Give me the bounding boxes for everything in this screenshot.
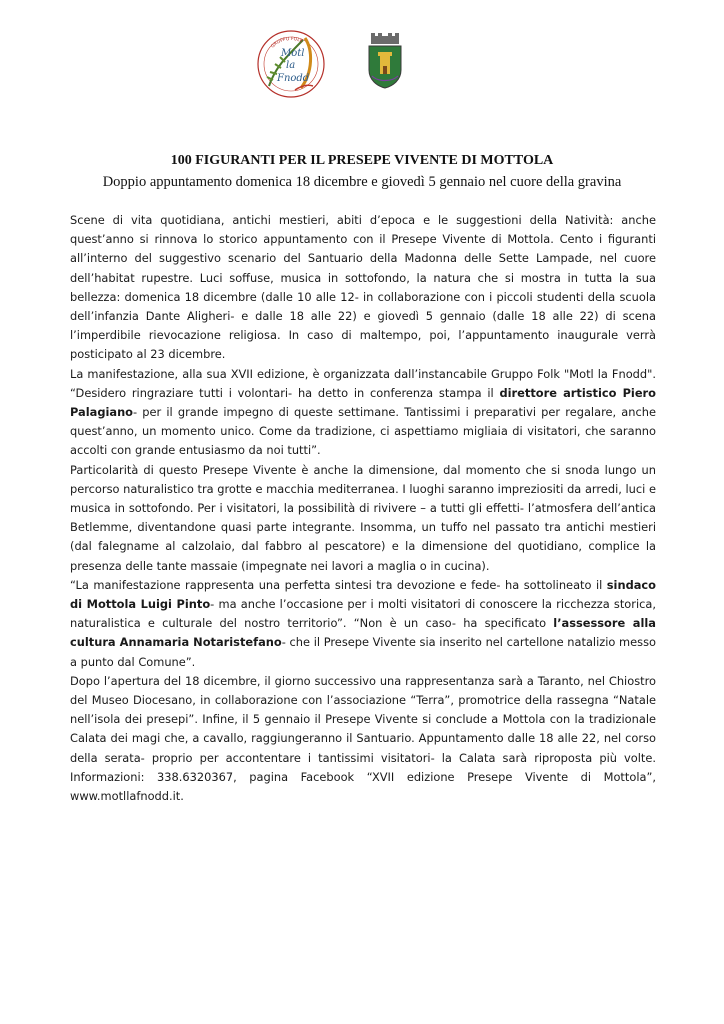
logo-text-la: la <box>286 60 296 71</box>
paragraph-5: Dopo l’apertura del 18 dicembre, il giorno successivo una rappresentanza sarà a Taranto, nel Chiostro del Museo Diocesano, in collaborazione con l’associazione “Terra”, promotrice della rassegna “Natale nell’isola dei presepi”. Infine, il 5 gennaio il Presepe Vivente si conclude a Mottola con la tradizionale Calata dei magi che, a cavallo, raggiungeranno il Santuario. Appuntamento dalle 18 alle 22, nel corso della serata- proprio per accontentare i tantissimi visitatori- la Calata sarà riproposta più volte. Informazioni: 338.6320367, pagina Facebook “XVII edizione Presepe Vivente di Mottola”, www.motllafnodd.it. <box>70 673 656 804</box>
paragraph-4-text-c: - ma anche l’occasione per i molti visitatori di conoscere la ricchezza storica, naturalistica e culturale del nostro territorio”. “Non è un caso- ha specificato <box>70 597 656 631</box>
logo-text-motl: Motl <box>281 48 305 59</box>
folk-group-logo <box>255 28 327 100</box>
paragraph-4-text-a: “La manifestazione rappresenta una perfetta sintesi tra devozione e fede- ha sottolineato il <box>70 577 607 592</box>
paragraph-2 <box>70 365 656 461</box>
mottola-coat-of-arms <box>366 30 404 90</box>
paragraph-1: Scene di vita quotidiana, antichi mestieri, abiti d’epoca e le suggestioni della Natività: anche quest’anno si rinnova lo storico appuntamento con il Presepe Vivente di Mottola. Cento i figuranti all’interno del suggestivo scenario del Santuario della Madonna delle Sette Lampade, nel cuore dell’habitat rupestre. Luci soffuse, musica in sottofondo, la natura che si mostra in tutta la sua bellezza: domenica 18 dicembre (dalle 10 alle 12- in collaborazione con i piccoli studenti della scuola dell’infanzia Dante Aligheri- e dalle 18 alle 22) e giovedì 5 gennaio (dalle 18 alle 22) di scena l’imperdibile rievocazione religiosa. In caso di maltempo, poi, l’appuntamento inaugurale verrà posticipato al 23 dicembre. <box>70 213 656 362</box>
page-title: 100 FIGURANTI PER IL PRESEPE VIVENTE DI MOTTOLA <box>170 153 554 168</box>
article-body <box>70 211 656 806</box>
paragraph-2-text-c: - per il grande impegno di queste settimane. Tantissimi i preparativi per regalare, anche quest’anno, un momento unico. Come da tradizione, ci aspettiamo migliaia di visitatori, che saranno accolti con grande entusiasmo da noi tutti”. <box>70 405 656 458</box>
paragraph-2-text-a: La manifestazione, alla sua XVII edizione, è organizzata dall’instancabile Gruppo Folk "Motl la Fnodd". “Desidero ringraziare tutti i volontari- ha detto in conferenza stampa il <box>70 366 656 400</box>
page-subtitle: Doppio appuntamento domenica 18 dicembre e giovedì 5 gennaio nel cuore della gravina <box>102 174 622 190</box>
mayor-name: sindaco di Mottola Luigi Pinto <box>70 577 656 612</box>
paragraph-4-text-e: - che il Presepe Vivente sia inserito nel cartellone natalizio messo a punto dal Comune”. <box>70 635 656 669</box>
art-director-name: direttore artistico Piero Palagiano <box>70 385 657 420</box>
assessor-name: l’assessore alla cultura Annamaria Notaristefano <box>70 616 656 650</box>
paragraph-4 <box>70 576 656 672</box>
logo-ring-text: GRUPPO FOLK <box>270 36 304 50</box>
logo-text-fnodd: Fnodd <box>277 73 310 84</box>
paragraph-3: Particolarità di questo Presepe Vivente è anche la dimensione, dal momento che si snoda lungo un percorso naturalistico tra grotte e macchia mediterranea. I luoghi saranno impreziositi da arredi, luci e musica in sottofondo. Per i visitatori, la possibilità di rivivere – a tutti gli effetti- l’atmosfera dell’antica Betlemme, diventandone quasi parte integrante. Insomma, un tuffo nel passato tra antichi mestieri (dal falegname al calzolaio, dal fabbro al pescatore) e la dimensione del quotidiano, complice la presenza delle tante massaie (impegnate nei lavori a maglia o in cucina). <box>70 462 656 573</box>
